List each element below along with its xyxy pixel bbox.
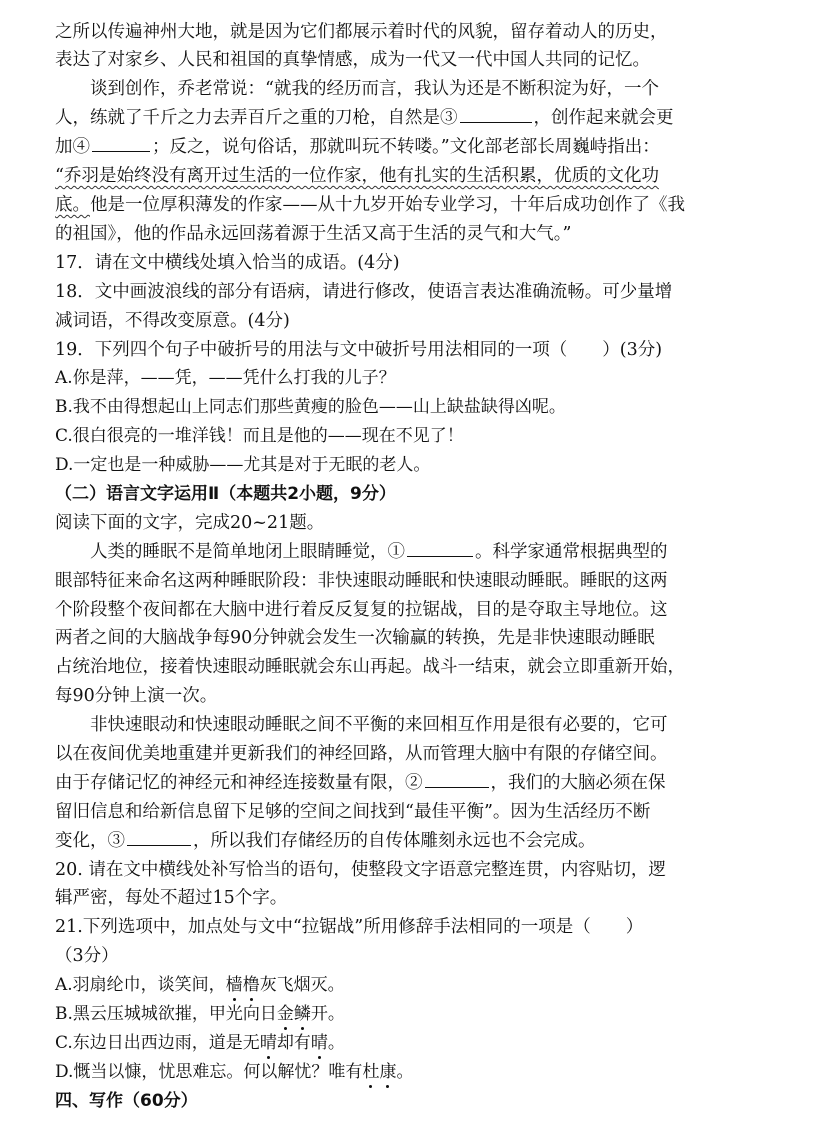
passage1-line xyxy=(55,133,775,161)
passage2-line: 占统治地位，接着快速眼动睡眠就会东山再起。战斗一结束，就会立即重新开始， xyxy=(55,657,685,677)
question-21-option-a xyxy=(55,971,775,999)
text-segment: 开。 xyxy=(310,1004,345,1024)
text-segment: 。科学家通常根据典型的 xyxy=(475,542,668,562)
question-19-option-c: C.很白很亮的一堆洋钱！而且是他的——现在不见了！ xyxy=(55,426,464,446)
text-segment: 由于存储记忆的神经元和神经连接数量有限，② xyxy=(55,773,423,793)
section-heading-4: 四、写作（60分） xyxy=(55,1091,198,1111)
question-20-line: 20. 请在文中横线处补写恰当的语句，使整段文字语意完整连贯，内容贴切，逻 xyxy=(55,860,666,880)
text-segment: ；反之，说句俗话，那就叫玩不转喽。”文化部老部长周巍峙指出： xyxy=(152,137,660,157)
passage1-line: 之所以传遍神州大地，就是因为它们都展示着时代的风貌，留存着动人的历史， xyxy=(55,22,668,42)
question-19-option-a: A.你是萍，——凭，——凭什么打我的儿子？ xyxy=(55,368,396,388)
dotted-char: 樯 xyxy=(225,975,243,995)
wavy-underlined-sentence xyxy=(55,162,775,190)
text-segment: 。 xyxy=(327,1033,345,1053)
dotted-char: 杜 xyxy=(362,1062,380,1082)
text-segment: D.慨当以慷，忧思难忘。何以解忧？唯有 xyxy=(55,1062,363,1082)
question-18-line: 减词语，不得改变原意。(4分) xyxy=(55,311,290,331)
question-21-option-c xyxy=(55,1029,775,1057)
answer-blank-3 xyxy=(460,105,532,124)
passage1-line: 谈到创作，乔老常说：“就我的经历而言，我认为还是不断积淀为好，一个 xyxy=(90,79,659,99)
passage2-line: 个阶段整个夜间都在大脑中进行着反反复复的拉锯战，目的是夺取主导地位。这 xyxy=(55,600,668,620)
question-20-line: 辑严密，每处不超过15个字。 xyxy=(55,888,288,908)
passage2-line: 眼部特征来命名这两种睡眠阶段：非快速眼动睡眠和快速眼动睡眠。睡眠的这两 xyxy=(55,571,668,591)
passage3-line xyxy=(55,827,775,855)
answer-blank-1 xyxy=(407,539,473,558)
passage1-line: 表达了对家乡、人民和祖国的真挚情感，成为一代又一代中国人共同的记忆。 xyxy=(55,50,650,70)
passage2-line xyxy=(90,538,775,566)
text-segment: ，我们的大脑必须在保 xyxy=(490,773,666,793)
question-19-option-b: B.我不由得想起山上同志们那些黄瘦的脸色——山上缺盐缺得凶呢。 xyxy=(55,397,566,417)
question-19-stem: 19．下列四个句子中破折号的用法与文中破折号用法相同的一项（ ）(3分) xyxy=(55,340,663,360)
reading-instruction: 阅读下面的文字，完成20~21题。 xyxy=(55,513,325,533)
dotted-char: 晴 xyxy=(259,1033,277,1053)
text-segment: 人，练就了千斤之力去弄百斤之重的刀枪，自然是③ xyxy=(55,108,458,128)
text-segment: 加④ xyxy=(55,137,90,157)
question-21-option-b xyxy=(55,1000,775,1028)
text-segment: 灰飞烟灭。 xyxy=(259,975,345,995)
text-segment: C.东边日出西边雨，道是无 xyxy=(55,1033,260,1053)
text-segment: ，创作起来就会更 xyxy=(533,108,674,128)
dotted-char: 晴 xyxy=(310,1033,328,1053)
answer-blank-4 xyxy=(92,134,150,153)
question-17: 17．请在文中横线处填入恰当的成语。(4分) xyxy=(55,253,400,273)
text-segment: 人类的睡眠不是简单地闭上眼睛睡觉，① xyxy=(90,542,405,562)
passage3-line: 以在夜间优美地重建并更新我们的神经回路，从而管理大脑中有限的存储空间。 xyxy=(55,744,668,764)
text-segment: 变化，③ xyxy=(55,831,125,851)
passage1-line xyxy=(55,104,775,132)
text-segment: B.黑云压城城欲摧，甲光向日 xyxy=(55,1004,277,1024)
text-segment: 。 xyxy=(396,1062,414,1082)
passage2-line: 两者之间的大脑战争每90分钟就会发生一次输赢的转换，先是非快速眼动睡眠 xyxy=(55,628,655,648)
passage3-line: 非快速眼动和快速眼动睡眠之间不平衡的来回相互作用是很有必要的，它可 xyxy=(90,715,668,735)
passage1-line: 的祖国》，他的作品永远回荡着源于生活又高于生活的灵气和大气。” xyxy=(55,224,572,244)
answer-blank-2 xyxy=(425,770,489,789)
text-segment: A.羽扇纶巾，谈笑间， xyxy=(55,975,226,995)
passage2-line: 每90分钟上演一次。 xyxy=(55,686,218,706)
text-segment: 却有 xyxy=(276,1033,311,1053)
passage1-line xyxy=(55,191,775,219)
question-21-points: （3分） xyxy=(55,946,119,966)
wavy-text: “乔羽是始终没有离开过生活的一位作家，他有扎实的生活积累，优质的文化功 xyxy=(55,166,659,186)
section-heading-2: （二）语言文字运用Ⅱ（本题共2小题，9分） xyxy=(55,484,396,504)
dotted-char: 康 xyxy=(379,1062,397,1082)
answer-blank-3b xyxy=(127,828,191,847)
dotted-char: 鳞 xyxy=(293,1004,311,1024)
question-19-option-d: D.一定也是一种威胁——尤其是对于无眠的老人。 xyxy=(55,455,431,475)
text-segment: ，所以我们存储经历的自传体雕刻永远也不会完成。 xyxy=(193,831,596,851)
question-18-line: 18．文中画波浪线的部分有语病，请进行修改，使语言表达准确流畅。可少量增 xyxy=(55,282,673,302)
passage3-line xyxy=(55,769,775,797)
text-segment: 他是一位厚积薄发的作家——从十九岁开始专业学习，十年后成功创作了《我 xyxy=(90,195,685,215)
passage3-line: 留旧信息和给新信息留下足够的空间之间找到“最佳平衡”。因为生活经历不断 xyxy=(55,802,651,822)
question-21-option-d xyxy=(55,1058,775,1086)
dotted-char: 橹 xyxy=(242,975,260,995)
wavy-text: 底。 xyxy=(55,195,90,215)
question-21-stem: 21.下列选项中，加点处与文中“拉锯战”所用修辞手法相同的一项是（ ） xyxy=(55,917,644,937)
dotted-char: 金 xyxy=(276,1004,294,1024)
